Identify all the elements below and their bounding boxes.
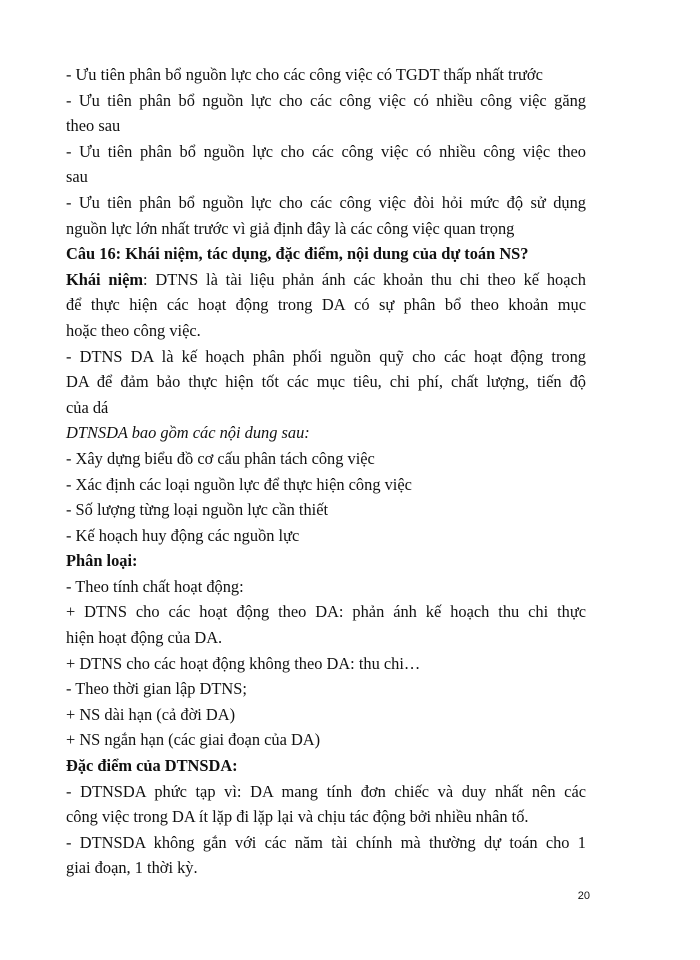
text-line: hiện hoạt động của DA. [66, 628, 223, 648]
list-item: - Kế hoạch huy động các nguồn lực [66, 525, 300, 545]
text-line: - Ưu tiên phân bổ nguồn lực cho các công việc có TGDT thấp nhất trước [66, 65, 543, 84]
list-item: - DTNSDA phức tạp vì: DA mang tính đơn chiếc và duy nhất nên các [66, 781, 586, 801]
list-item: - Theo thời gian lập DTNS; [66, 679, 247, 699]
text-line: của dá [66, 397, 109, 417]
list-item: + DTNS cho các hoạt động theo DA: phản ánh kế hoạch thu chi thực [66, 602, 586, 622]
text-line: công việc trong DA ít lặp đi lặp lại và chịu tác động bởi nhiều nhân tố. [66, 807, 529, 827]
text-line: hoặc theo công việc. [66, 320, 201, 340]
italic-subheading: DTNSDA bao gồm các nội dung sau: [66, 423, 310, 443]
document-page [66, 62, 586, 881]
text-line [66, 267, 586, 293]
text-line: để thực hiện các hoạt động trong DA có sự phân bổ theo khoản mục [66, 295, 586, 315]
section-heading: Đặc điểm của DTNSDA: [66, 756, 238, 776]
list-item: - DTNSDA không gắn với các năm tài chính mà thường dự toán cho 1 [66, 832, 586, 852]
text-line: theo sau [66, 116, 121, 136]
text-line: giai đoạn, 1 thời kỳ. [66, 858, 198, 878]
page-number: 20 [577, 890, 590, 902]
text-line: nguồn lực lớn nhất trước vì giả định đây là các công việc quan trọng [66, 218, 515, 238]
list-item: - Theo tính chất hoạt động: [66, 576, 244, 596]
text-line: - Ưu tiên phân bổ nguồn lực cho các công việc đòi hỏi mức độ sử dụng [66, 192, 586, 212]
list-item: + NS ngắn hạn (các giai đoạn của DA) [66, 730, 321, 750]
list-item: - Xác định các loại nguồn lực để thực hiện công việc [66, 474, 412, 494]
text-line: DA để đảm bảo thực hiện tốt các mục tiêu, chi phí, chất lượng, tiến độ [66, 372, 586, 392]
list-item: + DTNS cho các hoạt động không theo DA: thu chi… [66, 653, 421, 673]
list-item: - Số lượng từng loại nguồn lực cần thiết [66, 500, 329, 520]
list-item: - Xây dựng biểu đồ cơ cấu phân tách công việc [66, 448, 375, 468]
term-label: Khái niệm [66, 269, 144, 289]
text-line: sau [66, 167, 88, 187]
text-line: - Ưu tiên phân bổ nguồn lực cho các công việc có nhiều công việc theo [66, 141, 586, 161]
section-heading: Câu 16: Khái niệm, tác dụng, đặc điểm, nội dung của dự toán NS? [66, 244, 529, 264]
section-heading: Phân loại: [66, 551, 138, 571]
list-item: + NS dài hạn (cả đời DA) [66, 704, 236, 724]
term-definition: : DTNS là tài liệu phản ánh các khoản thu chi theo kế hoạch [143, 269, 586, 289]
text-line: - Ưu tiên phân bổ nguồn lực cho các công việc có nhiều công việc găng [66, 90, 586, 110]
text-line: - DTNS DA là kế hoạch phân phối nguồn quỹ cho các hoạt động trong [66, 346, 586, 366]
